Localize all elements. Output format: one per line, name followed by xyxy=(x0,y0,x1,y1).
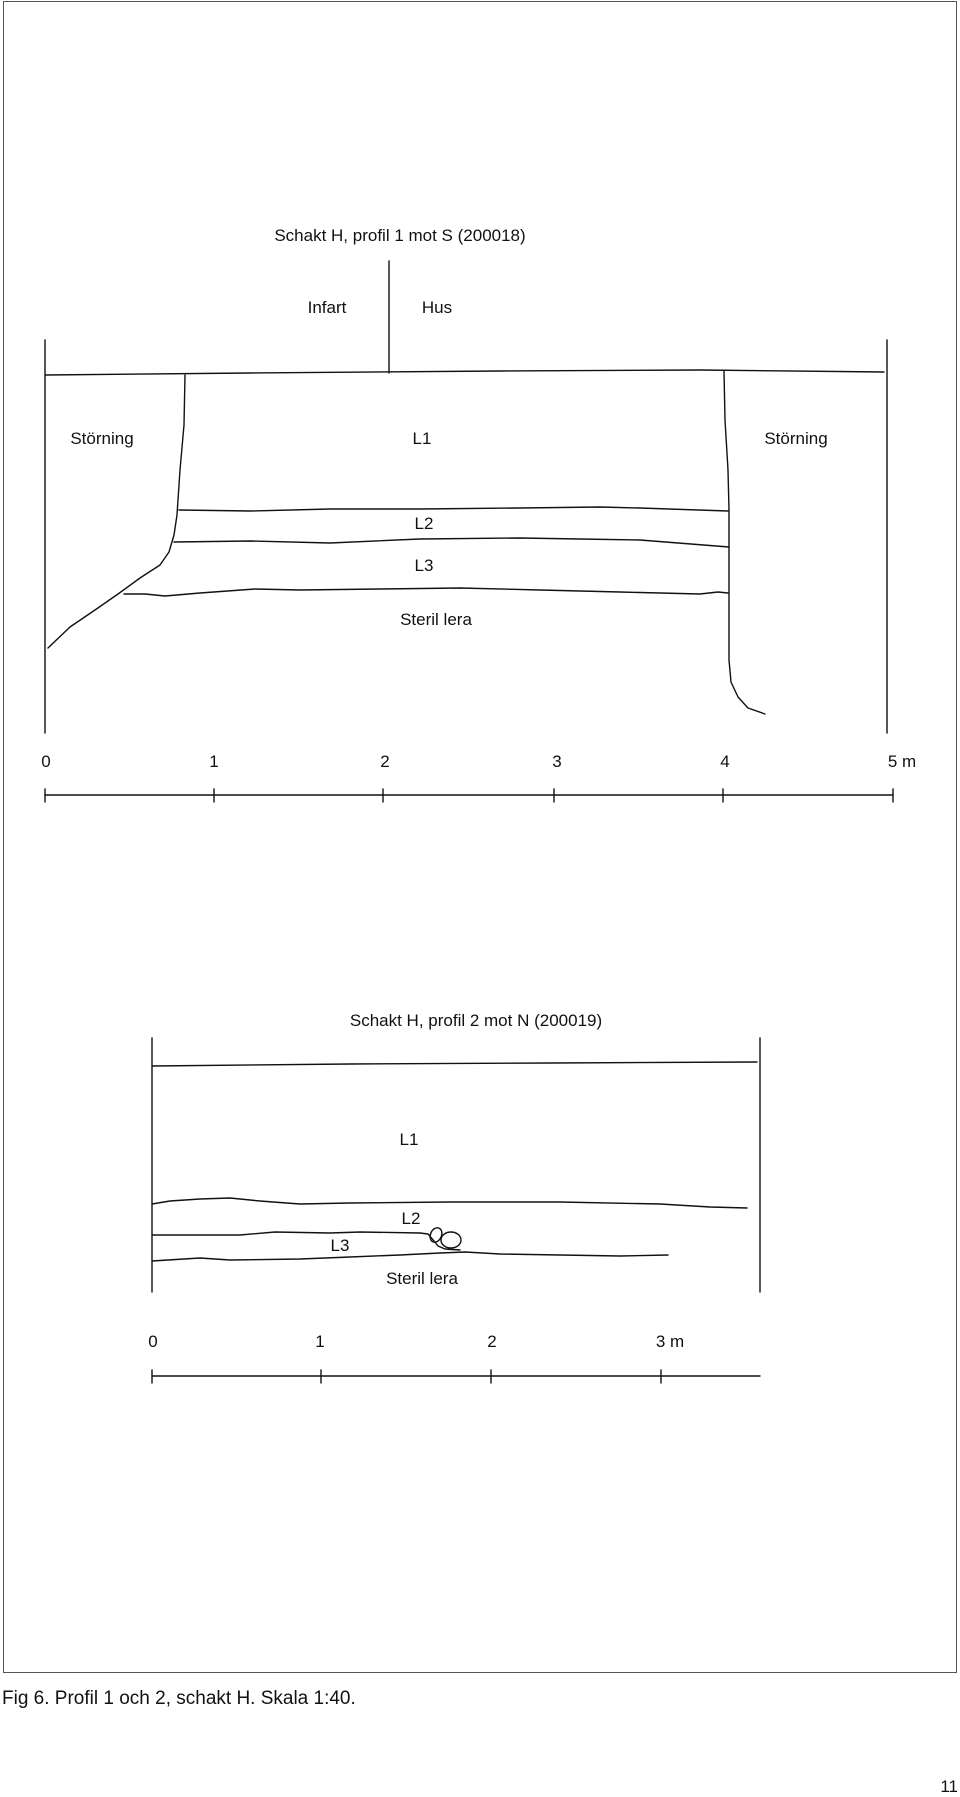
profile-1-layer-l1: L1 xyxy=(412,429,432,448)
profile-2-stone xyxy=(441,1232,461,1248)
profile-2-scale-label: 2 xyxy=(487,1332,497,1351)
profile-2-l3-steril-boundary xyxy=(152,1252,668,1261)
profile-1-label-storning-left: Störning xyxy=(70,429,134,448)
profile-2-scale-label: 3 m xyxy=(655,1332,685,1351)
profile-2-title: Schakt H, profil 2 mot N (200019) xyxy=(349,1011,603,1030)
profile-2-scale-label: 0 xyxy=(148,1332,158,1351)
profile-1-l1-l2-boundary xyxy=(179,507,728,511)
profile-2-scale-bar xyxy=(148,1332,760,1383)
profile-1-scale-label: 4 xyxy=(720,752,730,771)
profile-1-l3-steril-boundary xyxy=(124,588,728,596)
profile-2-layer-l1: L1 xyxy=(399,1130,419,1149)
profile-1-label-infart: Infart xyxy=(307,298,347,317)
profile-2-l2-l3-boundary xyxy=(152,1232,460,1250)
profile-2-layer-l3: L3 xyxy=(330,1236,350,1255)
figure-caption: Fig 6. Profil 1 och 2, schakt H. Skala 1:40. xyxy=(2,1688,356,1709)
profile-1-scale-label: 0 xyxy=(41,752,51,771)
profile-1-l2-l3-boundary xyxy=(174,538,729,547)
profile-1-surface-line xyxy=(45,370,884,375)
profile-2-scale-label: 1 xyxy=(315,1332,325,1351)
profile-1-scale-label: 1 xyxy=(209,752,219,771)
profile-1-label-hus: Hus xyxy=(421,298,453,317)
profile-2-l1-l2-boundary xyxy=(152,1198,747,1208)
profile-2-layer-l2: L2 xyxy=(401,1209,421,1228)
profile-1 xyxy=(41,226,916,802)
profile-1-title: Schakt H, profil 1 mot S (200018) xyxy=(274,226,526,245)
profile-2-surface-line xyxy=(152,1062,757,1066)
profile-1-layer-l2: L2 xyxy=(414,514,434,533)
profile-1-scale-bar xyxy=(41,752,916,802)
profile-1-scale-label: 5 m xyxy=(887,752,917,771)
page-number: 11 xyxy=(940,1777,958,1796)
profile-1-layer-l3: L3 xyxy=(414,556,434,575)
profile-1-layer-steril-lera: Steril lera xyxy=(400,610,472,629)
profile-1-scale-label: 3 xyxy=(552,752,562,771)
profile-2 xyxy=(148,1011,760,1383)
profile-1-right-disturbance-boundary xyxy=(724,371,765,714)
profile-1-label-storning-right: Störning xyxy=(764,429,828,448)
profile-1-left-disturbance-boundary xyxy=(48,375,185,648)
profile-2-layer-steril-lera: Steril lera xyxy=(386,1269,458,1288)
profile-1-scale-label: 2 xyxy=(380,752,390,771)
